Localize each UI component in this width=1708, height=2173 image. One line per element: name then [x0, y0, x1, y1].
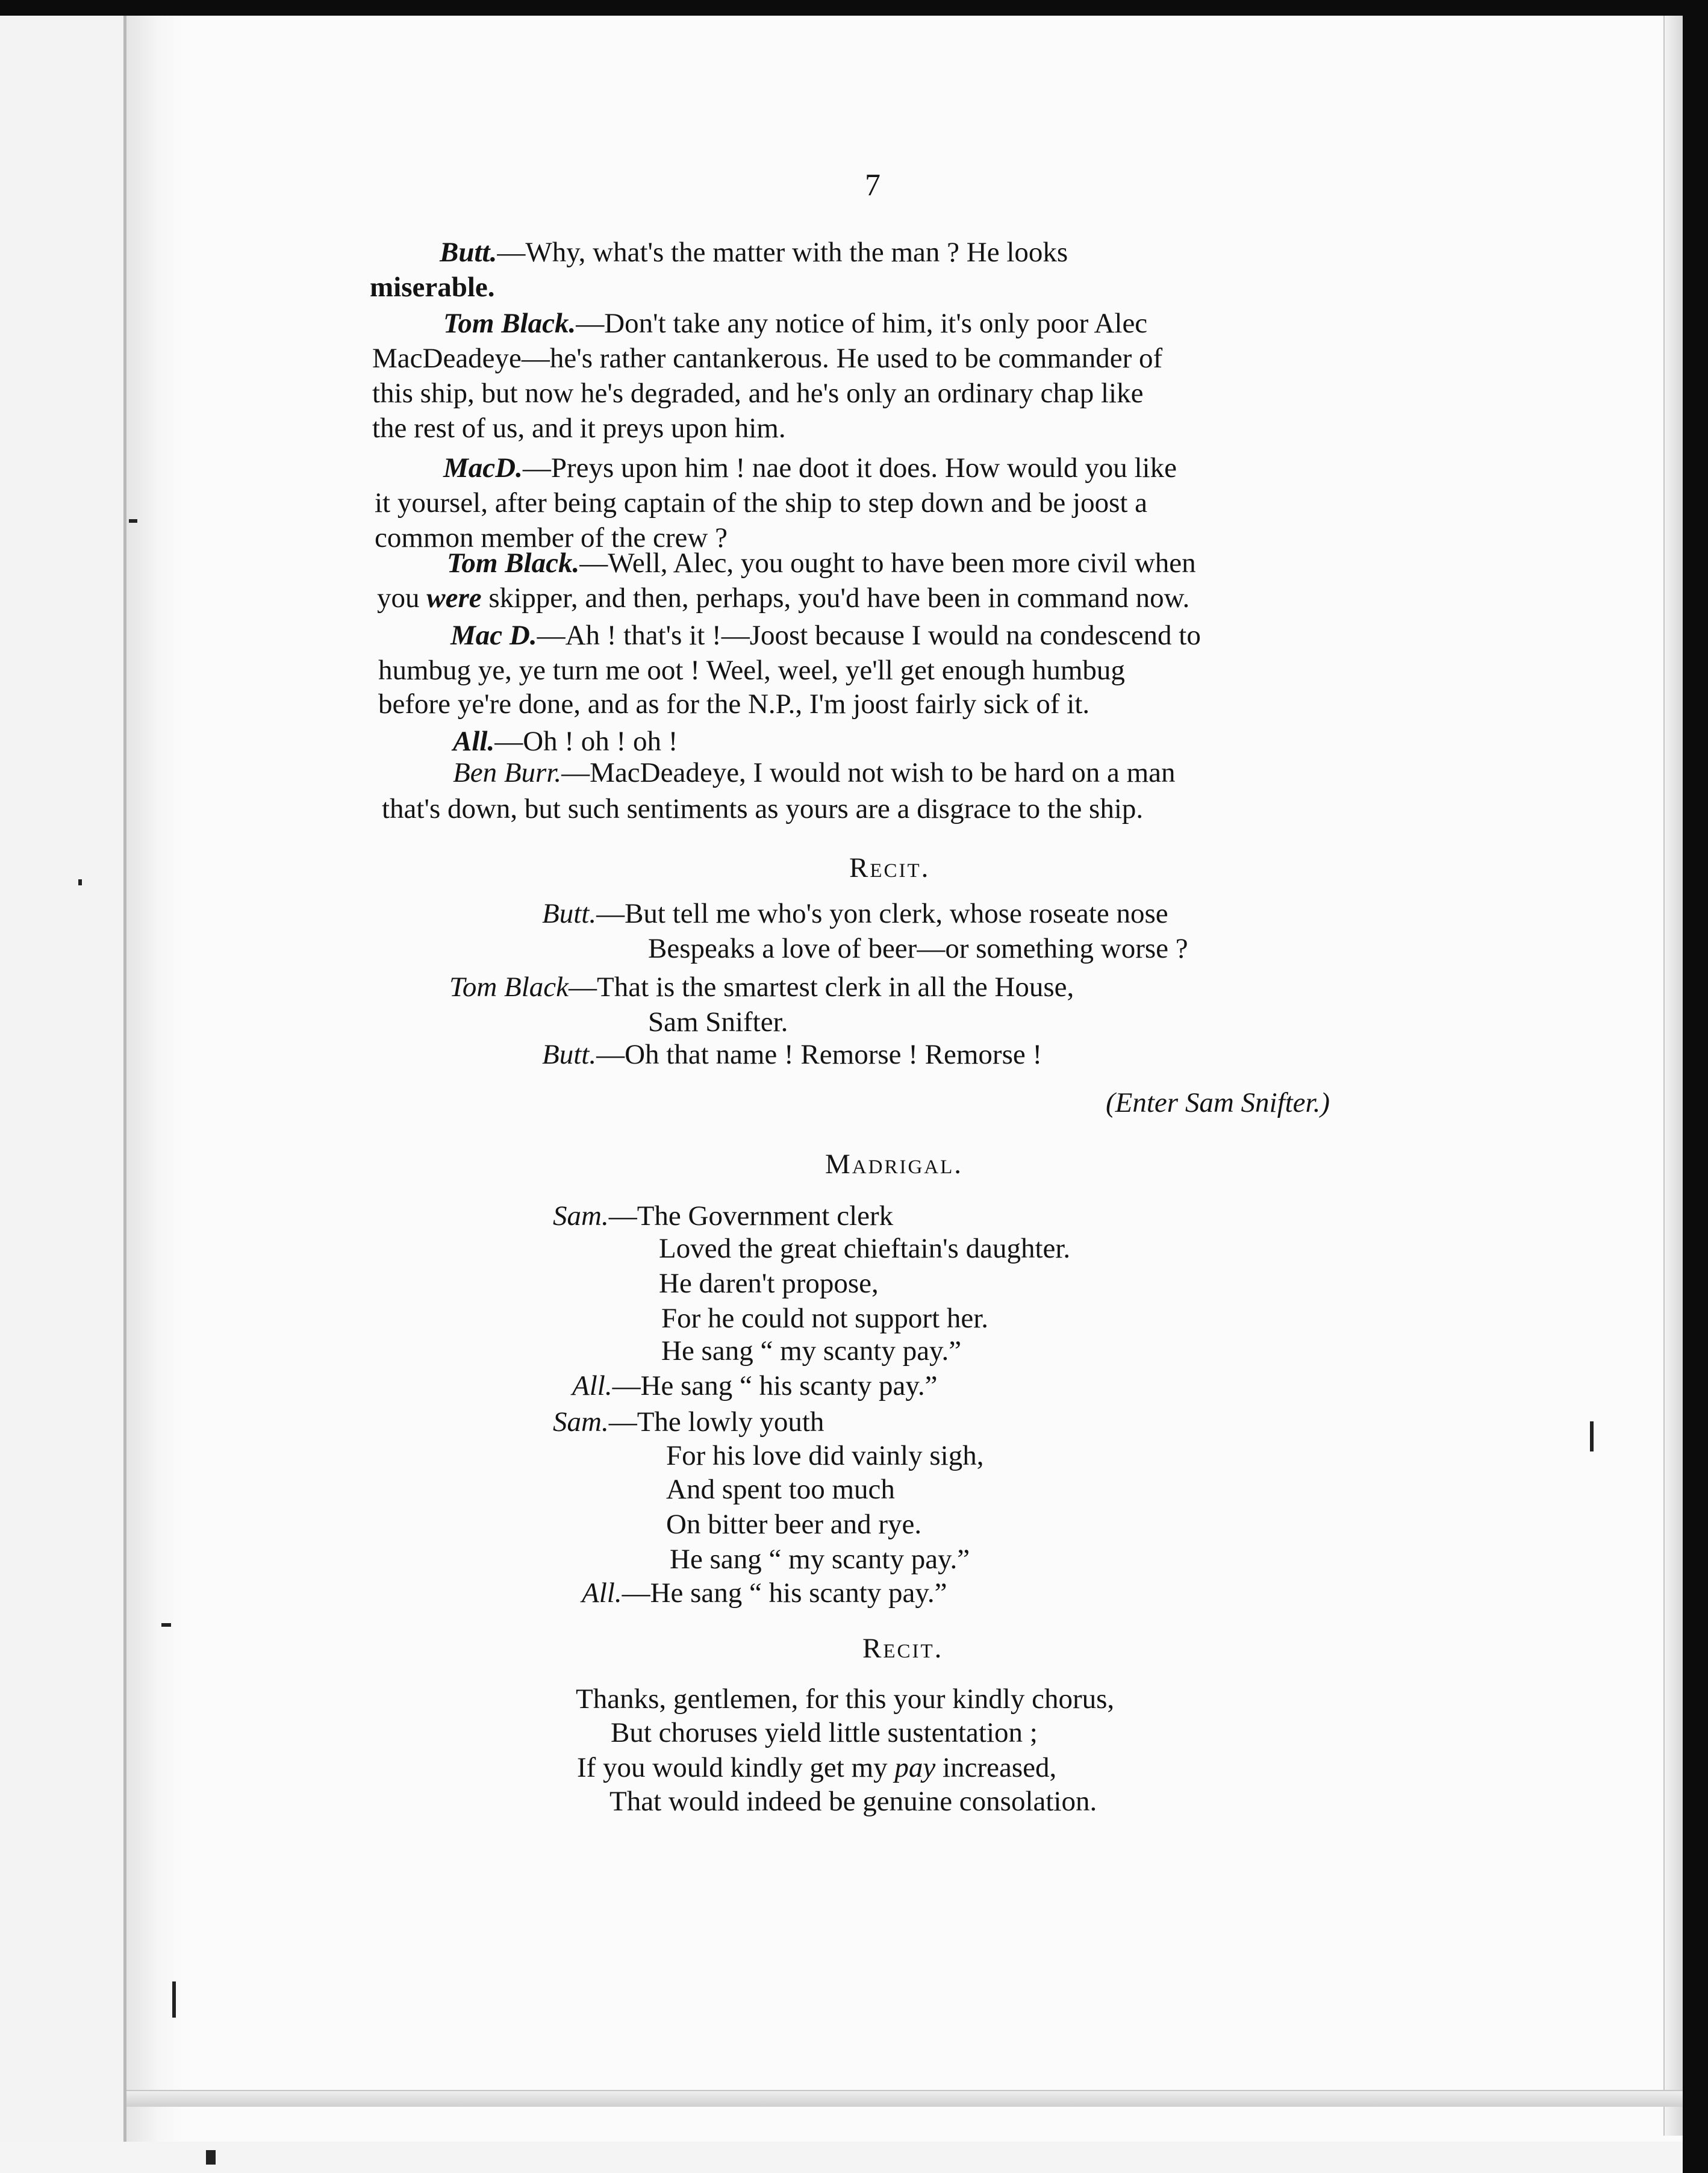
speaker-name: Tom Black — [449, 971, 569, 1003]
dialogue-text: —Oh ! oh ! oh ! — [494, 726, 678, 757]
verse-line: On bitter beer and rye. — [666, 1509, 922, 1540]
dialogue-line — [443, 306, 1392, 341]
dialogue-text: —Well, Alec, you ought to have been more civil when — [579, 547, 1196, 579]
section-heading: Recit. — [862, 1633, 944, 1664]
dialogue-text: —Ah ! that's it !—Joost because I would na condescend to — [537, 620, 1201, 651]
dialogue-line — [377, 581, 1189, 616]
verse-line: For he could not support her. — [661, 1303, 989, 1334]
verse-text: —Oh that name ! Remorse ! Remorse ! — [596, 1039, 1043, 1070]
verse-text: If you would kindly get my — [577, 1752, 895, 1783]
dialogue-line — [453, 755, 1176, 790]
verse-line — [582, 1576, 947, 1610]
verse-line — [572, 1368, 937, 1403]
verse-line: That would indeed be genuine consolation. — [609, 1786, 1097, 1817]
dialogue-text: —MacDeadeye, I would not wish to be hard on a man — [561, 757, 1176, 788]
verse-text: —The Government clerk — [608, 1200, 894, 1232]
speck — [1590, 1421, 1594, 1451]
speaker-name: Sam. — [553, 1406, 609, 1438]
dialogue-line: humbug ye, ye turn me oot ! Weel, weel, ye'll get enough humbug — [378, 655, 1125, 686]
speck — [206, 2150, 216, 2165]
speaker-name: MacD. — [443, 452, 523, 484]
verse-line — [553, 1404, 824, 1439]
dialogue-text: skipper, and then, perhaps, you'd have been in command now. — [481, 582, 1190, 614]
verse-line — [449, 970, 1074, 1005]
speaker-name: Butt. — [542, 1039, 597, 1070]
verse-line: He sang “ my scanty pay.” — [670, 1544, 970, 1575]
verse-line — [542, 896, 1168, 931]
dialogue-line: this ship, but now he's degraded, and he's only an ordinary chap like — [372, 378, 1144, 409]
dialogue-line: the rest of us, and it preys upon him. — [372, 413, 786, 444]
dialogue-line — [443, 450, 1177, 485]
verse-text: —That is the smartest clerk in all the House, — [569, 971, 1074, 1003]
dialogue-line: common member of the crew ? — [375, 522, 728, 553]
verse-line: Thanks, gentlemen, for this your kindly chorus, — [576, 1683, 1115, 1715]
verse-line: Loved the great chieftain's daughter. — [659, 1233, 1071, 1264]
speaker-name: Butt. — [440, 237, 497, 268]
verse-text: —The lowly youth — [608, 1406, 824, 1438]
dialogue-line — [447, 546, 1196, 581]
verse-line — [577, 1750, 1056, 1785]
dialogue-line: that's down, but such sentiments as yours are a disgrace to the ship. — [382, 793, 1144, 825]
verse-text: —He sang “ his scanty pay.” — [612, 1370, 938, 1401]
speaker-name: Ben Burr. — [453, 757, 562, 788]
verse-line: Sam Snifter. — [648, 1006, 788, 1038]
verse-line — [553, 1199, 893, 1233]
dialogue-text: —Preys upon him ! nae doot it does. How would you like — [522, 452, 1177, 484]
speck — [172, 1981, 176, 2018]
dialogue-line — [440, 235, 1392, 270]
dialogue-line: MacDeadeye—he's rather cantankerous. He used to be commander of — [372, 343, 1163, 374]
speaker-name: Sam. — [553, 1200, 609, 1232]
dialogue-line: miserable. — [370, 272, 495, 303]
speaker-name: All. — [453, 726, 495, 757]
verse-line: For his love did vainly sigh, — [666, 1440, 984, 1471]
verse-line: He daren't propose, — [659, 1268, 879, 1299]
speaker-name: Mac D. — [450, 620, 537, 651]
dialogue-text: you — [377, 582, 427, 614]
page-number: 7 — [865, 168, 880, 202]
dialogue-line: it yoursel, after being captain of the ship to step down and be joost a — [375, 487, 1148, 519]
verse-line: Bespeaks a love of beer—or something worse ? — [648, 933, 1188, 964]
dialogue-line — [453, 724, 678, 759]
stage-direction: (Enter Sam Snifter.) — [1106, 1087, 1330, 1118]
verse-line: But choruses yield little sustentation ; — [611, 1717, 1038, 1748]
speck — [161, 1623, 171, 1627]
emphasis-text: pay — [894, 1752, 936, 1783]
dialogue-line — [450, 618, 1201, 653]
emphasis-text: were — [426, 582, 482, 614]
verse-line: He sang “ my scanty pay.” — [661, 1335, 962, 1367]
speaker-name: All. — [582, 1577, 622, 1609]
speaker-name: All. — [572, 1370, 612, 1401]
speaker-name: Butt. — [542, 898, 597, 929]
speck — [129, 519, 137, 523]
verse-line: And spent too much — [666, 1474, 895, 1505]
verse-text: —He sang “ his scanty pay.” — [622, 1577, 947, 1609]
verse-text: —But tell me who's yon clerk, whose roseate nose — [596, 898, 1168, 929]
speaker-name: Tom Black. — [447, 547, 580, 579]
speaker-name: Tom Black. — [443, 308, 576, 339]
section-heading: Madrigal. — [825, 1149, 964, 1180]
verse-text: increased, — [935, 1752, 1057, 1783]
dialogue-text: —Why, what's the matter with the man ? He looks — [497, 237, 1068, 268]
section-heading: Recit. — [849, 852, 930, 884]
dialogue-text: —Don't take any notice of him, it's only poor Alec — [576, 308, 1148, 339]
verse-line — [542, 1037, 1042, 1072]
speck — [78, 879, 82, 885]
dialogue-line: before ye're done, and as for the N.P., I'm joost fairly sick of it. — [378, 688, 1090, 720]
